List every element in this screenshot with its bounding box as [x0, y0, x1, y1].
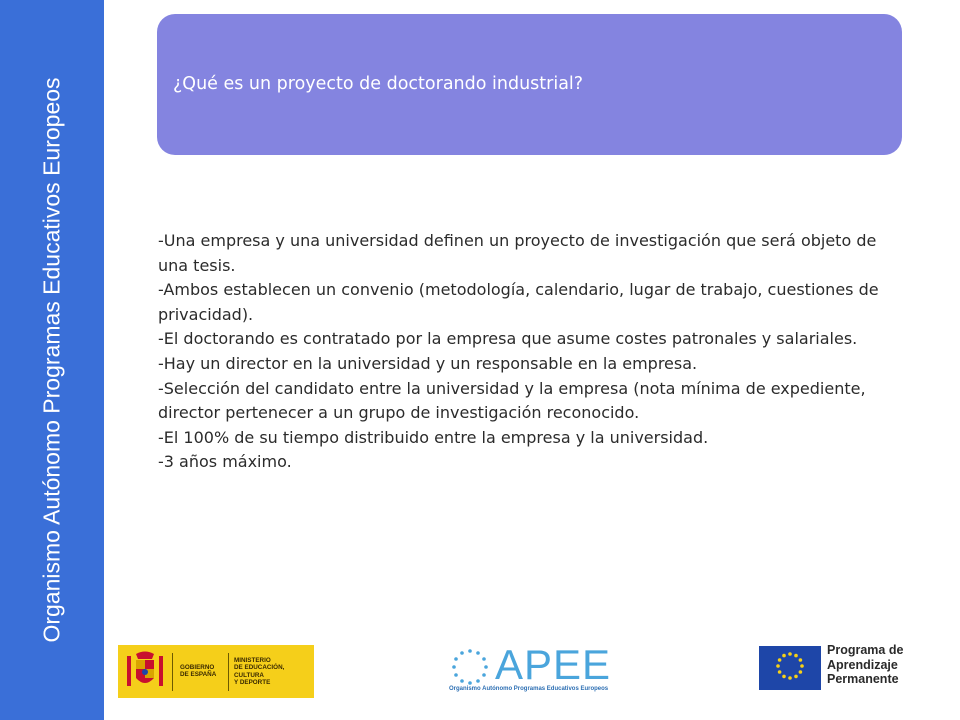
star-circle-icon: [447, 647, 493, 687]
eu-program-logo: [759, 643, 919, 695]
body-line: -El 100% de su tiempo distribuido entre la empresa y la universidad.: [158, 427, 709, 447]
gobierno-text: GOBIERNO DE ESPAÑA: [180, 664, 217, 679]
coat-of-arms-icon: [124, 650, 166, 693]
ministerio-text: MINISTERIO DE EDUCACIÓN, CULTURA Y DEPORTE: [234, 657, 285, 687]
sidebar-org-name: Organismo Autónomo Programas Educativos Europeos: [38, 77, 65, 643]
slide-title: ¿Qué es un proyecto de doctorando industrial?: [173, 74, 584, 94]
eu-program-text: Programa de Aprendizaje Permanente: [827, 643, 904, 686]
apee-wordmark: APEE: [495, 641, 612, 688]
body-line: -El doctorando es contratado por la empresa que asume costes patronales y salariales.: [158, 329, 858, 349]
sidebar: [0, 0, 104, 720]
logo-divider: [228, 653, 229, 691]
body-line: -Hay un director en la universidad y un responsable en la empresa.: [158, 353, 698, 373]
apee-logo: [447, 641, 617, 696]
eu-flag-icon: [759, 646, 821, 690]
body-line: -Una empresa y una universidad definen un proyecto de investigación que será objeto de una tesis.: [158, 231, 877, 275]
body-text: [158, 229, 908, 475]
body-line: -3 años máximo.: [158, 452, 292, 472]
logo-divider: [172, 653, 173, 691]
apee-subtitle: Organismo Autónomo Programas Educativos Europeos: [449, 686, 609, 692]
body-line: -Selección del candidato entre la universidad y la empresa (nota mínima de expediente, director pertenecer a un grupo de investigación reconocido.: [158, 378, 866, 423]
body-line: -Ambos establecen un convenio (metodología, calendario, lugar de trabajo, cuestiones de privacidad).: [158, 280, 879, 324]
title-box: [157, 14, 902, 155]
gobierno-espana-logo: [118, 645, 314, 698]
